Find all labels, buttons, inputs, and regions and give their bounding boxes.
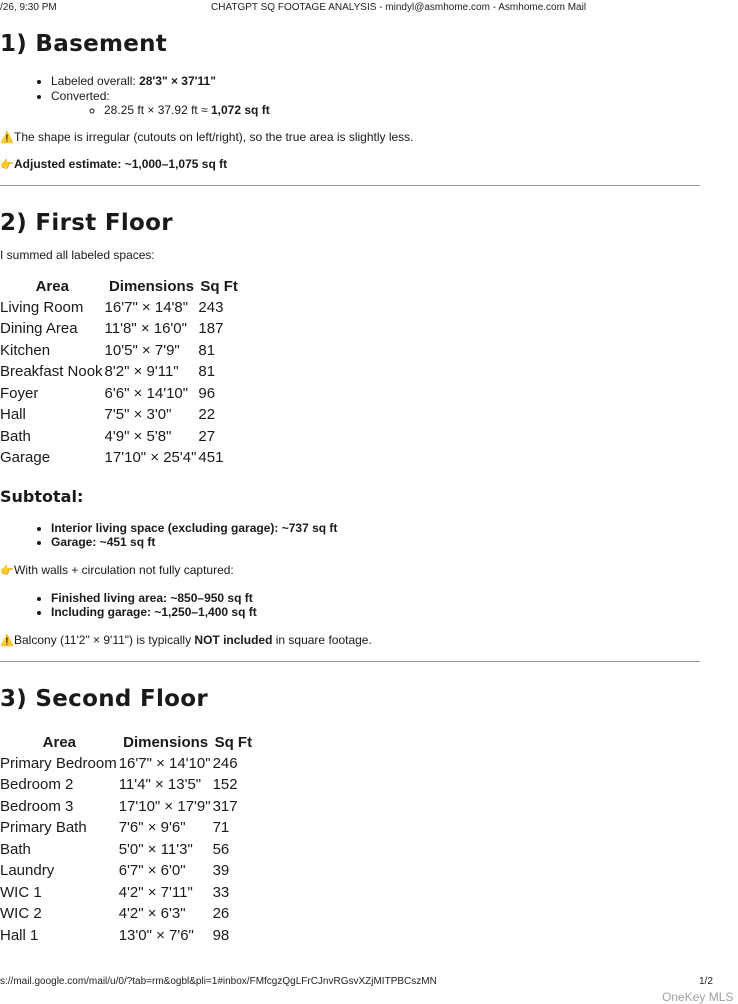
basement-list — [0, 74, 738, 118]
dimensions-cell: 7'6" × 9'6" — [118, 819, 186, 837]
warning-icon: ⚠️ — [0, 634, 14, 647]
dimensions-cell: 4'2" × 6'3" — [118, 905, 186, 923]
area-cell: Primary Bath — [0, 819, 87, 837]
area-cell: Kitchen — [0, 341, 51, 359]
column-header: Area — [42, 733, 77, 751]
list-item: • Including garage: ~1,250–1,400 sq ft — [51, 605, 738, 620]
sqft-cell: 26 — [212, 905, 230, 923]
table-row — [0, 318, 240, 340]
dimensions-cell: 8'2" × 9'11" — [104, 363, 179, 381]
table-row — [0, 796, 254, 818]
pointing-hand-icon: 👉 — [0, 564, 14, 577]
area-cell: Breakfast Nook — [0, 363, 103, 381]
sqft-cell: 39 — [212, 862, 230, 880]
sqft-cell: 81 — [198, 341, 216, 359]
table-row — [0, 297, 240, 319]
column-header: Dimensions — [123, 733, 209, 751]
area-cell: Garage — [0, 449, 51, 467]
table-row — [0, 882, 254, 904]
area-cell: Dining Area — [0, 320, 78, 338]
second-floor-heading: 3) Second Floor — [0, 685, 209, 712]
column-header: Area — [35, 277, 69, 295]
area-cell: Primary Bedroom — [0, 754, 117, 772]
area-cell: Bath — [0, 427, 31, 445]
dimensions-cell: 17'10" × 17'9" — [118, 797, 211, 815]
area-cell: Foyer — [0, 384, 39, 402]
divider — [0, 661, 700, 662]
column-header: Sq Ft — [200, 277, 238, 295]
sqft-cell: 187 — [198, 320, 224, 338]
table-row — [0, 340, 240, 362]
table-row — [0, 839, 254, 861]
list-item: • Converted: ◦ 28.25 ft × 37.92 ft ≈ 1,072 sq ft — [51, 89, 738, 118]
table-row — [0, 383, 240, 405]
dimensions-cell: 16'7" × 14'10" — [118, 754, 211, 772]
subtotal-heading: Subtotal: — [0, 486, 84, 506]
print-datetime: /26, 9:30 PM — [0, 2, 57, 13]
table-header-row — [0, 732, 254, 753]
balcony-note: ⚠️Balcony (11'2" × 9'11") is typically NOT included in square footage. — [0, 632, 372, 647]
area-cell: Hall 1 — [0, 926, 39, 944]
sqft-cell: 33 — [212, 883, 230, 901]
sqft-cell: 152 — [212, 776, 238, 794]
sqft-cell: 56 — [212, 840, 230, 858]
table-row — [0, 361, 240, 383]
walls-note: 👉With walls + circulation not fully captured: — [0, 562, 234, 577]
dimensions-cell: 17'10" × 25'4" — [104, 449, 197, 467]
list-item: • Labeled overall: 28'3" × 37'11" — [51, 74, 738, 89]
dimensions-cell: 4'9" × 5'8" — [104, 427, 172, 445]
subtotal-list — [0, 521, 738, 550]
table-row — [0, 860, 254, 882]
dimensions-cell: 4'2" × 7'11" — [118, 883, 193, 901]
print-title: CHATGPT SQ FOOTAGE ANALYSIS - mindyl@asmhome.com - Asmhome.com Mail — [211, 2, 587, 13]
sqft-cell: 98 — [212, 926, 230, 944]
sqft-cell: 243 — [198, 298, 224, 316]
table-row — [0, 903, 254, 925]
table-row — [0, 774, 254, 796]
dimensions-cell: 13'0" × 7'6" — [118, 926, 194, 944]
sqft-cell: 27 — [198, 427, 216, 445]
warning-icon: ⚠️ — [0, 131, 14, 144]
table-row — [0, 925, 254, 947]
sqft-cell: 451 — [198, 449, 224, 467]
dimensions-cell: 6'6" × 14'10" — [104, 384, 189, 402]
sqft-cell: 317 — [212, 797, 238, 815]
sqft-cell: 22 — [198, 406, 216, 424]
sqft-cell: 81 — [198, 363, 216, 381]
table-row — [0, 753, 254, 775]
dimensions-cell: 11'8" × 16'0" — [104, 320, 187, 338]
area-cell: Bath — [0, 840, 31, 858]
area-cell: WIC 2 — [0, 905, 42, 923]
area-cell: Hall — [0, 406, 26, 424]
dimensions-cell: 7'5" × 3'0" — [104, 406, 172, 424]
document-body — [0, 14, 738, 946]
table-header-row — [0, 276, 240, 297]
list-item: ◦ 28.25 ft × 37.92 ft ≈ 1,072 sq ft — [104, 103, 738, 118]
area-cell: Bedroom 3 — [0, 797, 74, 815]
table-row — [0, 447, 240, 469]
page-number: 1/2 — [699, 976, 713, 987]
second-floor-table — [0, 732, 254, 947]
sqft-cell: 96 — [198, 384, 216, 402]
column-header: Sq Ft — [214, 733, 253, 751]
print-url: s://mail.google.com/mail/u/0/?tab=rm&ogbl&pli=1#inbox/FMfcgzQgLFrCJnvRGsvXZjMITPBCszMN — [0, 976, 437, 987]
first-floor-heading: 2) First Floor — [0, 209, 173, 236]
list-item: • Garage: ~451 sq ft — [51, 535, 738, 550]
column-header: Dimensions — [108, 277, 194, 295]
list-item: • Interior living space (excluding garage): ~737 sq ft — [51, 521, 738, 536]
converted-sublist — [51, 103, 738, 118]
first-floor-table — [0, 276, 240, 469]
first-floor-intro: I summed all labeled spaces: — [0, 247, 155, 262]
sqft-cell: 71 — [212, 819, 230, 837]
dimensions-cell: 10'5" × 7'9" — [104, 341, 180, 359]
list-item: • Finished living area: ~850–950 sq ft — [51, 591, 738, 606]
area-cell: Living Room — [0, 298, 84, 316]
area-cell: WIC 1 — [0, 883, 42, 901]
dimensions-cell: 6'7" × 6'0" — [118, 862, 186, 880]
table-row — [0, 817, 254, 839]
mls-watermark: OneKey MLS — [662, 990, 734, 1004]
walls-list — [0, 591, 738, 620]
basement-adjusted: 👉Adjusted estimate: ~1,000–1,075 sq ft — [0, 156, 228, 171]
basement-heading: 1) Basement — [0, 31, 168, 57]
divider — [0, 185, 700, 186]
dimensions-cell: 5'0" × 11'3" — [118, 840, 193, 858]
table-row — [0, 404, 240, 426]
dimensions-cell: 11'4" × 13'5" — [118, 776, 202, 794]
area-cell: Bedroom 2 — [0, 776, 74, 794]
area-cell: Laundry — [0, 862, 55, 880]
sqft-cell: 246 — [212, 754, 238, 772]
dimensions-cell: 16'7" × 14'8" — [104, 298, 189, 316]
table-row — [0, 426, 240, 448]
basement-warning: ⚠️The shape is irregular (cutouts on left/right), so the true area is slightly less. — [0, 129, 414, 144]
pointing-hand-icon: 👉 — [0, 158, 14, 171]
